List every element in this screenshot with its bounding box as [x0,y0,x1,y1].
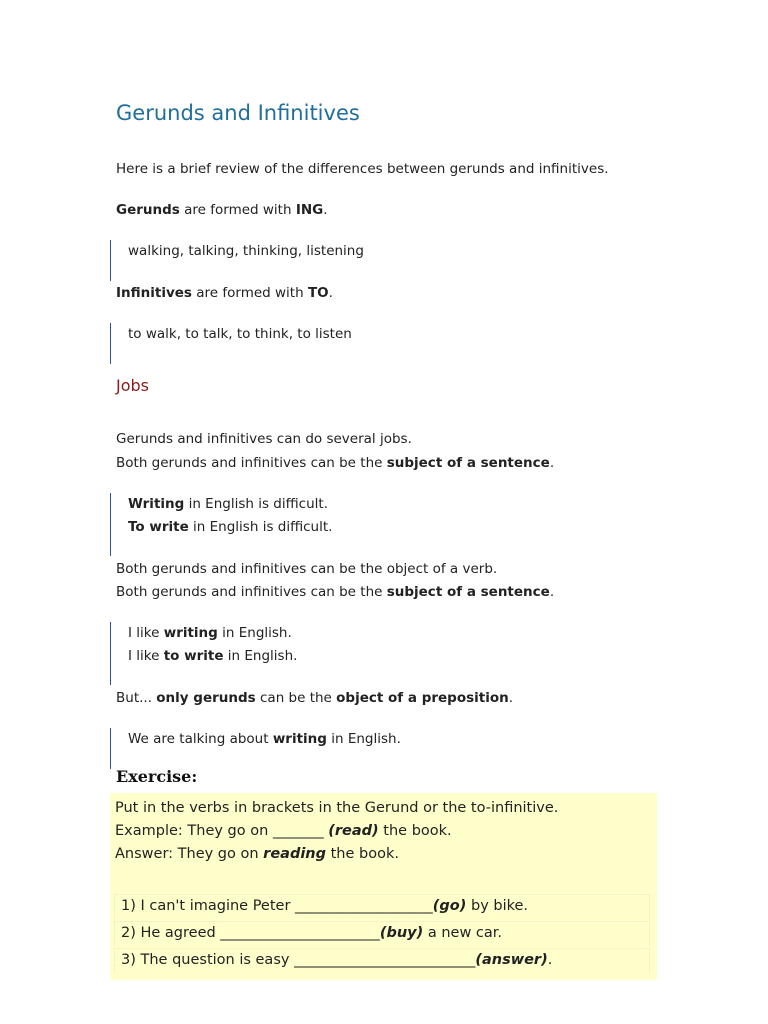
jobs-line-4-bold: subject of a sentence [386,584,550,600]
question-2-verb: (buy) [379,925,424,941]
infinitives-suffix: TO [307,285,329,301]
exercise-questions-table [114,894,650,975]
jobs-line-5-end: . [508,690,514,706]
infinitives-def-middle: are formed with [191,285,308,301]
question-1-verb: (go) [432,898,467,914]
question-1-rest: by bike. [466,898,529,914]
exercise-answer-rest: the book. [326,846,399,862]
exercise-answer [115,843,399,866]
subject-example-2 [128,516,332,539]
question-row [114,894,650,919]
question-1 [121,898,528,914]
object-verb-example-quote [110,622,297,685]
subject-example-quote [110,493,332,556]
jobs-line-5 [116,687,513,710]
gerunds-term: Gerunds [116,202,180,218]
preposition-example-quote [110,728,401,769]
object-example-1 [128,622,297,645]
exercise-heading: Exercise: [116,767,198,786]
question-row [114,948,650,973]
gerunds-suffix: ING [295,202,324,218]
question-2-pre: 2) He agreed ______________________ [121,925,380,941]
jobs-line-5-bold-2: object of a preposition [336,690,509,706]
infinitives-term: Infinitives [116,285,192,301]
gerunds-example-text: walking, talking, thinking, listening [128,243,364,259]
exercise-instruction: Put in the verbs in brackets in the Gerund or the to-infinitive. [115,800,559,816]
question-2-rest: a new car. [423,925,503,941]
exercise-answer-pre: Answer: They go on [115,846,264,862]
question-3-pre: 3) The question is easy _________________________ [121,952,476,968]
exercise-example [115,820,452,843]
infinitives-example-text: to walk, to talk, to think, to listen [128,326,352,342]
question-row [114,921,650,946]
subject-example-2-bold: To write [128,519,189,535]
jobs-line-1: Gerunds and infinitives can do several jobs. [116,431,412,447]
jobs-line-5-bold-1: only gerunds [156,690,256,706]
infinitives-def-end: . [328,285,333,301]
gerunds-def-middle: are formed with [179,202,296,218]
exercise-example-rest: the book. [378,823,452,839]
jobs-line-4-pre: Both gerunds and infinitives can be the [116,584,387,600]
subject-example-1 [128,493,332,516]
page-title: Gerunds and Infinitives [116,101,360,125]
question-3-verb: (answer) [475,952,548,968]
jobs-line-2-end: . [549,455,555,471]
subject-example-2-rest: in English is difficult. [188,519,333,535]
exercise-example-verb: (read) [328,823,379,839]
gerunds-definition [116,199,328,222]
object-example-1-bold: writing [163,625,218,641]
jobs-line-5-pre: But... [116,690,157,706]
jobs-heading: Jobs [116,376,149,395]
jobs-line-3: Both gerunds and infinitives can be the object of a verb. [116,561,498,577]
exercise-answer-verb: reading [263,846,326,862]
preposition-example-bold: writing [272,731,327,747]
object-example-2-rest: in English. [223,648,298,664]
question-3 [121,952,552,968]
jobs-line-2-pre: Both gerunds and infinitives can be the [116,455,387,471]
jobs-line-5-mid: can be the [255,690,337,706]
gerunds-def-end: . [323,202,328,218]
gerunds-example-quote [110,240,364,281]
jobs-line-4-end: . [549,584,555,600]
question-3-rest: . [547,952,553,968]
infinitives-definition [116,282,333,305]
jobs-line-4 [116,581,554,604]
jobs-line-2-bold: subject of a sentence [386,455,550,471]
subject-example-1-rest: in English is difficult. [184,496,328,512]
question-1-pre: 1) I can't imagine Peter ___________________ [121,898,433,914]
intro-text: Here is a brief review of the differences between gerunds and infinitives. [116,161,609,177]
object-example-2 [128,645,297,668]
infinitives-example-quote [110,323,352,364]
object-example-1-rest: in English. [217,625,292,641]
subject-example-1-bold: Writing [128,496,185,512]
exercise-example-pre: Example: They go on _______ [115,823,329,839]
object-example-2-pre: I like [128,648,164,664]
object-example-1-pre: I like [128,625,164,641]
preposition-example-rest: in English. [326,731,401,747]
exercise-box [110,793,657,980]
preposition-example-pre: We are talking about [128,731,273,747]
object-example-2-bold: to write [163,648,224,664]
jobs-line-2 [116,452,554,475]
question-2 [121,925,502,941]
